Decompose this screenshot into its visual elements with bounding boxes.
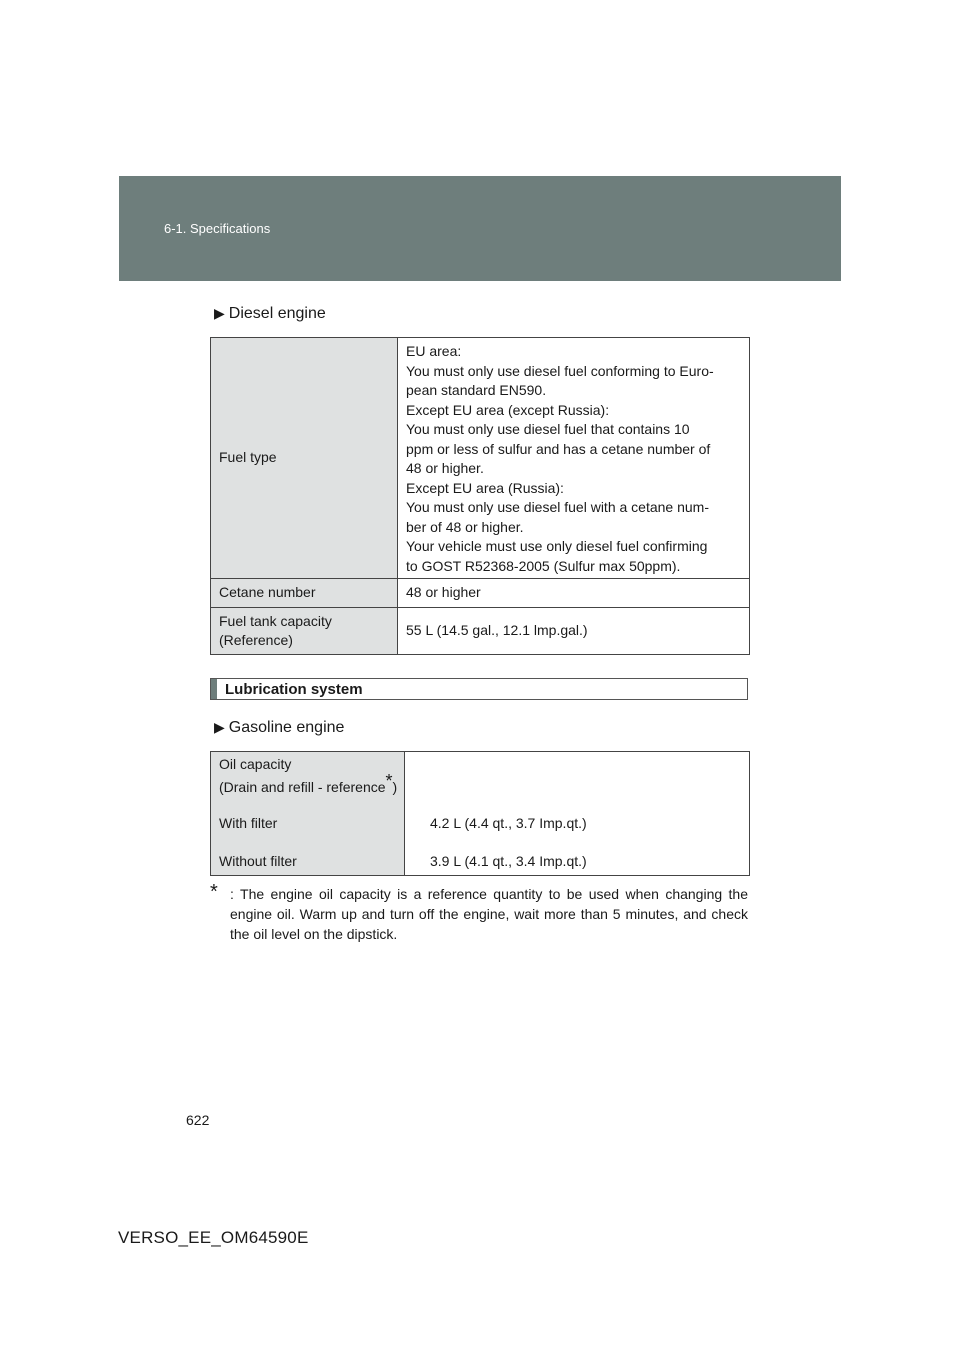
diesel-engine-heading	[214, 305, 326, 323]
oil-capacity-sublabel-close: )	[392, 779, 398, 795]
triangle-bullet-icon: ▶	[214, 305, 225, 321]
diesel-spec-table	[210, 337, 750, 655]
fuel-type-line: ppm or less of sulfur and has a cetane number of	[406, 440, 711, 457]
fuel-type-value	[398, 338, 750, 579]
tank-label-line: Fuel tank capacity	[219, 612, 332, 629]
tank-label	[211, 608, 398, 655]
cetane-label: Cetane number	[211, 579, 398, 608]
tank-row	[211, 608, 750, 655]
fuel-type-line: pean standard EN590.	[406, 382, 547, 398]
section-accent	[211, 679, 217, 699]
oil-capacity-sublabel-text: (Drain and refill - reference	[219, 779, 386, 795]
asterisk-icon: *	[210, 881, 218, 903]
gasoline-engine-heading-text: Gasoline engine	[228, 719, 345, 736]
oil-capacity-sublabel	[219, 771, 398, 797]
fuel-type-label: Fuel type	[211, 338, 398, 579]
gasoline-engine-heading	[214, 719, 344, 737]
lubrication-section-title: Lubrication system	[225, 681, 363, 698]
fuel-type-line: 48 or higher.	[406, 460, 484, 476]
lubrication-section-bar	[210, 678, 748, 700]
footnote-text: : The engine oil capacity is a reference quantity to be used when changing the engine oil. Warm up and turn off the engine, wait more than 5 minutes, and check the oil level on the dipstick.	[230, 886, 748, 942]
fuel-type-line: Except EU area (except Russia):	[406, 401, 610, 418]
cetane-row	[211, 579, 750, 608]
without-filter-value: 3.9 L (4.1 qt., 3.4 Imp.qt.)	[430, 853, 587, 869]
fuel-type-row	[211, 338, 750, 579]
fuel-type-line: Your vehicle must use only diesel fuel confirming	[406, 538, 708, 554]
fuel-type-line: You must only use diesel fuel that contains 10	[406, 421, 690, 437]
with-filter-value: 4.2 L (4.4 qt., 3.7 Imp.qt.)	[430, 815, 587, 831]
fuel-type-line: to GOST R52368-2005 (Sulfur max 50ppm).	[406, 557, 681, 574]
fuel-type-line: Except EU area (Russia):	[406, 479, 564, 496]
fuel-type-line: ber of 48 or higher.	[406, 518, 524, 535]
asterisk-icon: *	[385, 771, 393, 791]
fuel-type-line: EU area:	[406, 343, 462, 359]
page-number: 622	[186, 1112, 210, 1128]
fuel-type-line: You must only use diesel fuel with a cetane num-	[406, 499, 709, 515]
triangle-bullet-icon: ▶	[214, 719, 225, 735]
oil-capacity-label: Oil capacity	[219, 756, 292, 772]
tank-value: 55 L (14.5 gal., 12.1 lmp.gal.)	[398, 608, 750, 655]
with-filter-label: With filter	[219, 815, 278, 831]
diesel-engine-heading-text: Diesel engine	[228, 305, 326, 322]
tank-label-line: (Reference)	[219, 632, 293, 648]
document-code: VERSO_EE_OM64590E	[118, 1228, 309, 1247]
oil-capacity-footnote	[210, 881, 748, 944]
without-filter-label: Without filter	[219, 853, 297, 869]
section-breadcrumb: 6-1. Specifications	[164, 221, 271, 236]
fuel-type-line: You must only use diesel fuel conforming to Euro-	[406, 362, 714, 379]
cetane-value: 48 or higher	[398, 579, 750, 608]
